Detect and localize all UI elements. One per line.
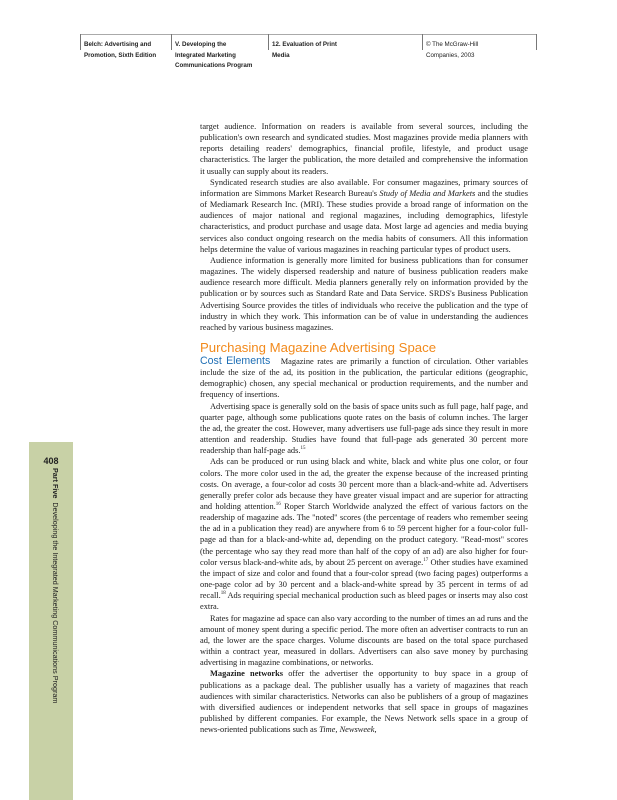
- text-run: Advertising space is generally sold on the basis of space units such as full page, half page, and quarter page, although some publications quote rates on the basis of column inches. The larger the ad, the greater the cost. However, many advertisers use full-page ads since they result in more attention and readership. Studies have found that full-page ads generated 30 percent more readership than half-page ads.: [200, 401, 528, 456]
- header-rule: [80, 34, 537, 35]
- header-chapter: [272, 40, 337, 61]
- header-divider: [422, 34, 423, 50]
- header-divider: [80, 34, 81, 50]
- part-title: Developing the Integrated Marketing Communications Program: [51, 502, 60, 704]
- sidebar-part-title: [51, 468, 60, 703]
- page-body: [200, 121, 528, 735]
- header-line: Integrated Marketing: [175, 51, 236, 59]
- header-part: [175, 40, 252, 72]
- paragraph: target audience. Information on readers is available from several sources, including the publication's own research and syndicated studies. Most magazines provide media planners with reports detailing readers' demographics, financial profile, lifestyle, and product usage characteristics. The larger the publication, the more detailed and comprehensive the information it usually can supply about its readers.: [200, 122, 528, 176]
- paragraph: [200, 401, 528, 457]
- paragraph: [200, 668, 528, 735]
- running-header: [0, 0, 617, 90]
- header-line: Communications Program: [175, 62, 253, 69]
- text-run: Syndicated research studies are also available. For consumer magazines, primary sources of information are Simmons Market Research Bureau's: [200, 177, 528, 198]
- text-run: ,: [374, 725, 377, 735]
- header-line: Belch: Advertising and: [84, 41, 152, 48]
- header-line: V. Developing the: [175, 41, 227, 48]
- header-line: © The McGraw-Hill: [426, 41, 479, 48]
- text-run: Roper Starch Worldwide analyzed the effect of various factors on the readership of magazine ads. The "noted" scores (the percentage of readers who remember seeing the ad in a publication they read) are anywhere from 6 to 59 percent higher for a four-color full-page ad than for a black-and-white ad, depending on the product category. "Read-most" scores (the percentage who say they read more than half of the copy of an ad) are also higher for four-color versus black-and-white ads, by about 25 percent on average.: [200, 502, 528, 567]
- header-line: Promotion, Sixth Edition: [84, 51, 157, 59]
- header-line: Companies, 2003: [426, 51, 475, 59]
- section-heading: Purchasing Magazine Advertising Space: [200, 339, 437, 355]
- paragraph: [200, 456, 528, 612]
- header-line: 12. Evaluation of Print: [272, 41, 337, 48]
- publication-title: Time: [319, 725, 336, 735]
- key-term: Magazine networks: [210, 669, 284, 679]
- text-run: Magazine rates are primarily a function of circulation. Other variables include the size of the ad, its position in the publication, the particular editions (geographic, demographic) chosen, any special mechanical or production requirements, and the number and frequency of insertions.: [200, 356, 529, 400]
- header-book-title: [84, 40, 156, 61]
- text-run: Other studies have examined the impact of size and color and found that a four-color spread (two facing pages) outperforms a one-page color ad by 30 percent and a black-and-white spread by 35 percent in terms of ad recall.: [200, 557, 528, 601]
- header-divider: [268, 34, 269, 50]
- paragraph: [200, 177, 528, 255]
- paragraph: Rates for magazine ad space can also vary according to the number of times an ad runs and the amount of money spent during a specific period. The more often an advertiser contracts to run an ad, the lower are the space charges. Volume discounts are based on the total space purchased within a contract year, measured in dollars. Advertisers can also save money by purchasing advertising in magazine combinations, or networks.: [200, 613, 528, 668]
- footnote-ref: 17: [423, 557, 429, 563]
- part-label: Part Five: [51, 468, 60, 499]
- header-divider: [536, 34, 537, 50]
- header-line: Media: [272, 51, 290, 59]
- text-run: offer the advertiser the opportunity to buy space in a group of publications as a package deal. The publisher usually has a variety of magazines that reach audiences with similar characteristics. Networks can also be publishers of a group of magazines with diversified audiences or independent networks that sell space in groups of magazines published by different companies. For example, the News Network sells space in a group of news-oriented publications such as: [200, 669, 529, 735]
- footnote-ref: 16: [275, 502, 281, 508]
- paragraph: [200, 356, 528, 401]
- subsection-heading: Cost Elements: [200, 354, 271, 367]
- publication-title: Study of Media and Markets: [379, 188, 476, 198]
- text-run: Ads can be produced or run using black and white, black and white plus one color, or four colors. The more color used in the ad, the greater the expense because of the increased printing costs. On average, a four-color ad costs 30 percent more than a black-and-white ad. Advertisers generally prefer color ads because they have greater visual impact and are superior for attracting and holding attention.: [200, 457, 528, 511]
- text-run: Ads requiring special mechanical production such as bleed pages or inserts may also cost extra.: [200, 591, 528, 612]
- footnote-ref: 15: [300, 446, 306, 452]
- text-run: and the studies of Mediamark Research Inc. (MRI). These studies provide a broad range of information on the audiences of major national and regional magazines, including demographics, lifestyle characteristics, and product purchase and usage data. Most large ad agencies and media buying services also conduct ongoing research on the media habits of consumers. All this information helps determine the value of various magazines in reaching particular types of product users.: [200, 188, 528, 254]
- footnote-ref: 18: [220, 591, 226, 597]
- header-copyright: [426, 40, 478, 61]
- page-number: 408: [43, 456, 59, 466]
- header-divider: [171, 34, 172, 50]
- text-run: ,: [335, 725, 340, 735]
- paragraph: Audience information is generally more limited for business publications than for consumer magazines. The widely dispersed readership and nature of business publication readers make audience research more difficult. Media planners generally rely on information provided by the publication or by sources such as Standard Rate and Data Service. SRDS's Business Publication Advertising Source provides the titles of individuals who receive the publication and the type of industry in which they work. This information can be of value in understanding the audiences reached by various business magazines.: [200, 255, 528, 332]
- publication-title: Newsweek: [339, 725, 375, 735]
